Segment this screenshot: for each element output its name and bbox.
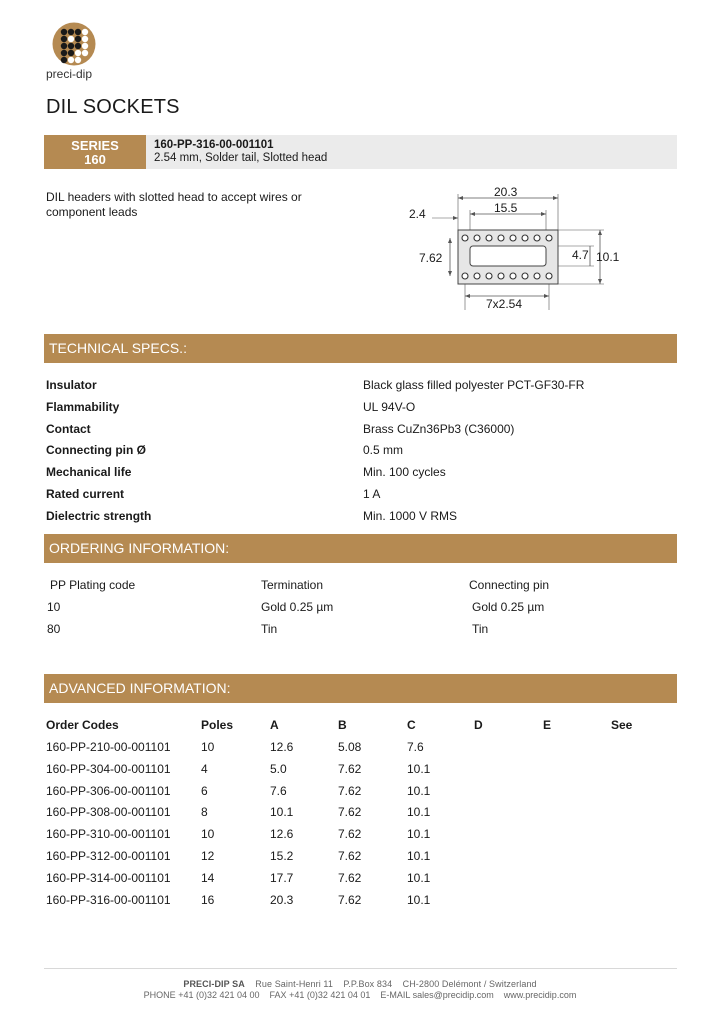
advanced-cell: 160-PP-310-00-001101 [46, 827, 171, 842]
spec-row [46, 509, 676, 531]
spec-value: 1 A [363, 487, 381, 501]
advanced-cell: 7.62 [338, 892, 362, 907]
footer-street: Rue Saint-Henri 11 [255, 979, 333, 989]
advanced-cell: 10 [201, 827, 215, 842]
advanced-cell: 20.3 [270, 892, 294, 907]
footer-contact [0, 990, 720, 1000]
advanced-cell: 10.1 [407, 870, 431, 885]
spec-row [46, 422, 676, 444]
dim-inner-label: 15.5 [494, 201, 518, 215]
ordering-column-header: PP Plating code [50, 578, 136, 592]
spec-row [46, 487, 676, 509]
ordering-column-header: Termination [261, 578, 324, 592]
advanced-cell: 10 [201, 740, 215, 754]
footer-pobox: P.P.Box 834 [343, 979, 393, 989]
footer-company: PRECI-DIP SA [183, 979, 245, 989]
advanced-cell: 7.62 [338, 761, 362, 776]
advanced-column-header: D [474, 718, 483, 732]
footer-web[interactable]: www.precidip.com [503, 990, 577, 1000]
advanced-cell: 10.1 [407, 805, 431, 820]
series-info [146, 135, 677, 169]
advanced-cell: 12.6 [270, 740, 294, 754]
advanced-cell: 16 [201, 892, 215, 907]
advanced-cell: 10.1 [407, 761, 431, 776]
section-advanced-information: ADVANCED INFORMATION: [44, 674, 677, 703]
ordering-cell: Gold 0.25 µm [472, 600, 545, 614]
advanced-cell: 160-PP-316-00-001101 [46, 892, 171, 907]
advanced-cell: 7.62 [338, 805, 362, 820]
spec-value: UL 94V-O [363, 399, 416, 414]
footer-fax: +41 (0)32 421 04 01 [289, 990, 371, 1000]
advanced-cell: 160-PP-314-00-001101 [46, 870, 171, 885]
spec-label: Mechanical life [46, 465, 132, 480]
footer-city: CH-2800 Delémont / Switzerland [402, 979, 537, 989]
footer-divider [44, 968, 677, 969]
spec-label: Flammability [46, 399, 120, 414]
advanced-column-header: Order Codes [46, 718, 119, 732]
advanced-cell: 7.62 [338, 827, 362, 842]
footer-fax-label: FAX [269, 990, 287, 1000]
advanced-cell: 5.08 [338, 740, 362, 754]
dim-height-label: 7.62 [419, 251, 443, 265]
spec-label: Dielectric strength [46, 508, 152, 523]
spec-value: Brass CuZn36Pb3 (C36000) [363, 421, 515, 436]
preci-dip-logo-icon [52, 22, 96, 66]
spec-row [46, 378, 676, 400]
brand-name: preci-dip [46, 67, 93, 81]
spec-value: 0.5 mm [363, 443, 404, 458]
footer-email[interactable]: sales@precidip.com [412, 990, 494, 1000]
series-description: 2.54 mm, Solder tail, Slotted head [154, 152, 328, 164]
footer-email-label: E-MAIL [380, 990, 411, 1000]
dim-left-label: 2.4 [409, 207, 426, 221]
series-number: 160 [84, 152, 106, 167]
spec-label: Contact [46, 421, 91, 436]
advanced-cell: 15.2 [270, 849, 294, 863]
spec-label: Rated current [46, 487, 125, 501]
advanced-cell: 7.6 [270, 783, 287, 798]
ordering-cell: 10 [47, 600, 61, 614]
advanced-column-header: A [270, 718, 279, 732]
spec-row [46, 400, 676, 422]
advanced-column-header: C [407, 718, 416, 732]
ordering-cell: Gold 0.25 µm [261, 600, 334, 614]
advanced-cell: 4 [201, 761, 208, 776]
advanced-cell: 7.62 [338, 849, 362, 863]
spec-value: Min. 1000 V RMS [363, 508, 458, 523]
advanced-cell: 10.1 [407, 849, 431, 863]
footer-phone: +41 (0)32 421 04 00 [178, 990, 260, 1000]
spec-label: Insulator [46, 378, 97, 392]
advanced-cell: 160-PP-306-00-001101 [46, 783, 171, 798]
brand-logo [52, 22, 96, 66]
advanced-column-header: Poles [201, 718, 234, 732]
advanced-column-header: E [543, 718, 552, 732]
advanced-cell: 160-PP-304-00-001101 [46, 761, 171, 776]
advanced-cell: 10.1 [270, 805, 294, 820]
advanced-cell: 12 [201, 849, 215, 863]
ordering-cell: Tin [261, 622, 278, 636]
advanced-cell: 10.1 [407, 892, 431, 907]
footer-phone-label: PHONE [143, 990, 176, 1000]
dim-total-label: 10.1 [596, 250, 620, 264]
advanced-cell: 7.62 [338, 870, 362, 885]
page-title: DIL SOCKETS [46, 96, 180, 118]
ordering-cell: 80 [47, 622, 61, 636]
dim-slot-label: 4.7 [572, 248, 589, 262]
advanced-cell: 10.1 [407, 827, 431, 842]
advanced-cell: 6 [201, 783, 208, 798]
advanced-cell: 17.7 [270, 870, 294, 885]
spec-label: Connecting pin Ø [46, 443, 146, 458]
socket-drawing [398, 186, 638, 316]
advanced-cell: 7.6 [407, 740, 424, 754]
dim-pitch-label: 7x2.54 [486, 297, 523, 311]
advanced-column-header: See [611, 718, 633, 732]
spec-row [46, 465, 676, 487]
section-technical-specs: TECHNICAL SPECS.: [44, 334, 677, 363]
spec-value: Black glass filled polyester PCT-GF30-FR [363, 378, 585, 392]
series-label: SERIES [71, 138, 119, 153]
ordering-column-header: Connecting pin [469, 578, 550, 592]
dim-top-label: 20.3 [494, 186, 518, 199]
spec-value: Min. 100 cycles [363, 465, 446, 480]
footer-address [0, 979, 720, 989]
advanced-cell: 7.62 [338, 783, 362, 798]
spec-row [46, 443, 676, 465]
advanced-cell: 14 [201, 870, 215, 885]
advanced-cell: 8 [201, 805, 208, 820]
series-badge [44, 135, 146, 169]
advanced-column-header: B [338, 718, 347, 732]
advanced-cell: 160-PP-312-00-001101 [46, 849, 171, 863]
technical-drawing [398, 186, 638, 316]
section-ordering-information: ORDERING INFORMATION: [44, 534, 677, 563]
ordering-cell: Tin [472, 622, 489, 636]
advanced-cell: 10.1 [407, 783, 431, 798]
advanced-cell: 160-PP-210-00-001101 [46, 740, 171, 754]
intro-text: DIL headers with slotted head to accept wires or component leads [46, 190, 302, 219]
advanced-cell: 5.0 [270, 761, 287, 776]
series-code: 160-PP-316-00-001101 [154, 139, 274, 151]
advanced-cell: 160-PP-308-00-001101 [46, 805, 171, 820]
advanced-cell: 12.6 [270, 827, 294, 842]
